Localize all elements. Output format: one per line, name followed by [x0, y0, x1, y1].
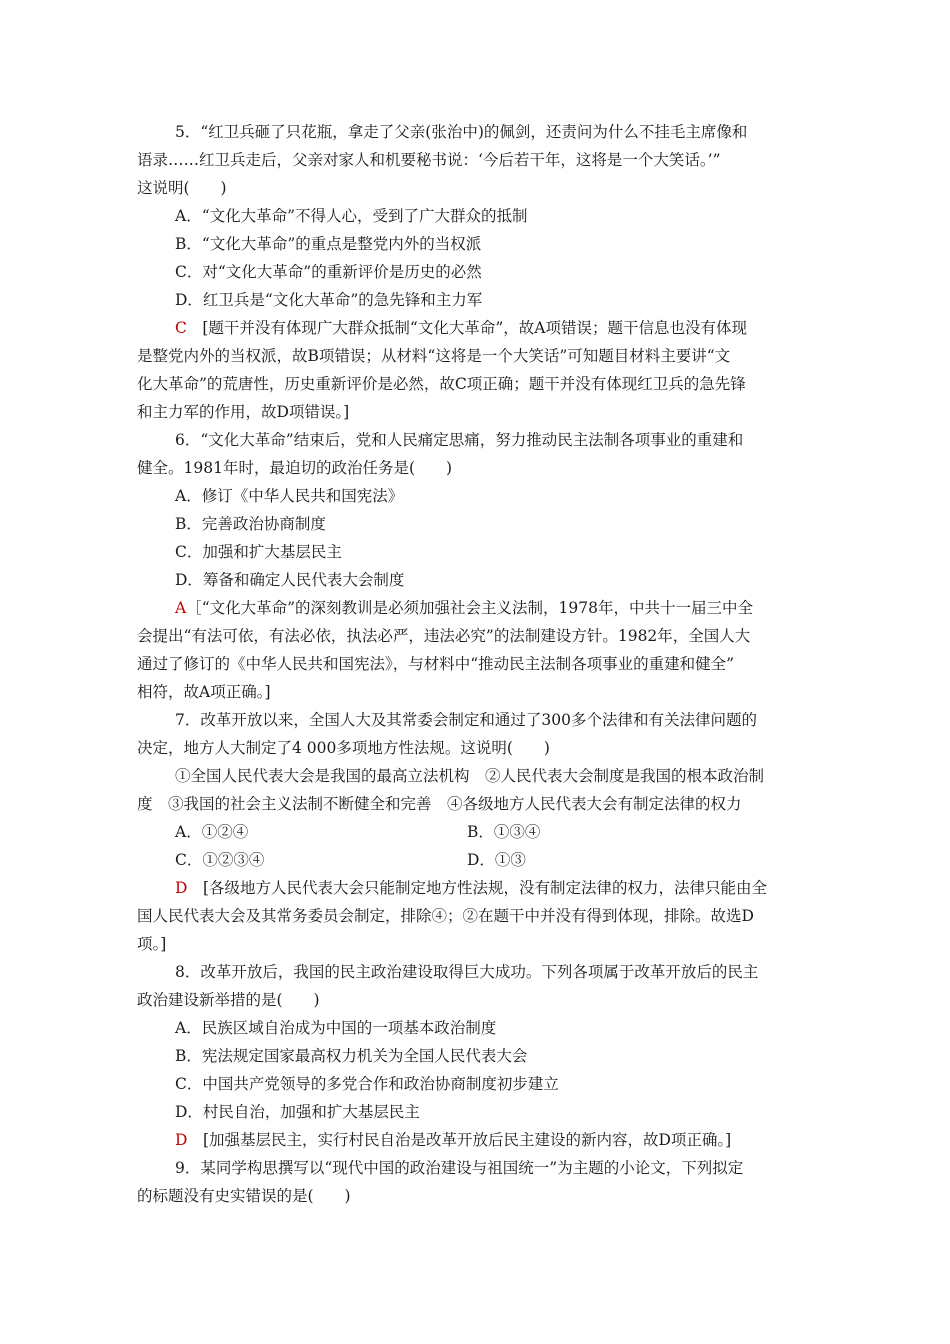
- q5-option-d: D．红卫兵是“文化大革命”的急先锋和主力军: [175, 291, 483, 309]
- q5-option-c: C．对“文化大革命”的重新评价是历史的必然: [175, 263, 482, 281]
- q6-answer: A: [175, 599, 187, 617]
- q6-option-d: D．筹备和确定人民代表大会制度: [175, 571, 405, 589]
- q6-explanation-text: ［“文化大革命”的深刻教训是必须加强社会主义法制，1978年，中共十一届三中全: [186, 599, 754, 617]
- q6-explanation-line-3: 通过了修订的《中华人民共和国宪法》，与材料中“推动民主法制各项事业的重建和健全”: [137, 655, 735, 673]
- q7-options-row-1: [137, 818, 817, 846]
- q9-stem-line-2: 的标题没有史实错误的是( ): [137, 1187, 351, 1205]
- q7-option-c: C．①②③④: [175, 851, 265, 869]
- question-list: [137, 118, 817, 1210]
- q8-option-a: A．民族区域自治成为中国的一项基本政治制度: [175, 1019, 497, 1037]
- q5-option-a: A．“文化大革命”不得人心，受到了广大群众的抵制: [175, 207, 528, 225]
- q5-explanation-line-3: 化大革命”的荒唐性，历史重新评价是必然，故C项正确；题干并没有体现红卫兵的急先锋: [137, 375, 746, 393]
- q5-explanation-line-1: [137, 314, 817, 342]
- q6-stem-line-2: 健全。1981年时，最迫切的政治任务是( ): [137, 459, 453, 477]
- q8-explanation-line-1: [137, 1126, 817, 1154]
- q8-stem-line-1: 8．改革开放后，我国的民主政治建设取得巨大成功。下列各项属于改革开放后的民主: [175, 963, 759, 981]
- q7-answer: D: [175, 879, 188, 897]
- q5-explanation-line-4: 和主力军的作用，故D项错误。]: [137, 403, 350, 421]
- q8-option-b: B．宪法规定国家最高权力机关为全国人民代表大会: [175, 1047, 528, 1065]
- q7-options-row-2: [137, 846, 817, 874]
- q5-explanation-line-2: 是整党内外的当权派，故B项错误；从材料“这将是一个大笑话”可知题目材料主要讲“文: [137, 347, 731, 365]
- q7-explanation-line-2: 国人民代表大会及其常务委员会制定，排除④；②在题干中并没有得到体现，排除。故选D: [137, 907, 754, 925]
- q6-explanation-line-2: 会提出“有法可依，有法必依，执法必严，违法必究”的法制建设方针。1982年，全国人大: [137, 627, 751, 645]
- q5-stem-line-3: 这说明( ): [137, 179, 227, 197]
- q6-option-c: C．加强和扩大基层民主: [175, 543, 342, 561]
- q8-option-c: C．中国共产党领导的多党合作和政治协商制度初步建立: [175, 1075, 559, 1093]
- q7-statements-line-1: ①全国人民代表大会是我国的最高立法机构 ②人民代表大会制度是我国的根本政治制: [175, 767, 765, 785]
- q6-explanation-line-4: 相符，故A项正确。]: [137, 683, 271, 701]
- q6-explanation-line-1: [137, 594, 817, 622]
- q5-answer: C: [175, 319, 187, 337]
- q7-stem-line-2: 决定，地方人大制定了4 000多项地方性法规。这说明( ): [137, 739, 550, 757]
- q9-stem-line-1: 9．某同学构思撰写以“现代中国的政治建设与祖国统一”为主题的小论文，下列拟定: [175, 1159, 744, 1177]
- q7-option-d: D．①③: [467, 851, 526, 869]
- q6-option-b: B．完善政治协商制度: [175, 515, 326, 533]
- q7-option-a: A．①②④: [175, 823, 249, 841]
- q5-stem-line-1: 5．“红卫兵砸了只花瓶，拿走了父亲(张治中)的佩剑，还责问为什么不挂毛主席像和: [175, 123, 748, 141]
- q5-explanation-text: [题干并没有体现广大群众抵制“文化大革命”，故A项错误；题干信息也没有体现: [186, 319, 747, 337]
- q7-stem-line-1: 7．改革开放以来，全国人大及其常委会制定和通过了300多个法律和有关法律问题的: [175, 711, 757, 729]
- q8-answer: D: [175, 1131, 188, 1149]
- q7-explanation-line-1: [137, 874, 817, 902]
- q7-option-b: B．①③④: [467, 823, 541, 841]
- q7-statements-line-2: 度 ③我国的社会主义法制不断健全和完善 ④各级地方人民代表大会有制定法律的权力: [137, 795, 742, 813]
- q7-explanation-text: [各级地方人民代表大会只能制定地方性法规，没有制定法律的权力，法律只能由全: [187, 879, 767, 897]
- q8-stem-line-2: 政治建设新举措的是( ): [137, 991, 320, 1009]
- q5-stem-line-2: 语录……红卫兵走后，父亲对家人和机要秘书说：‘今后若干年，这将是一个大笑话。’”: [137, 151, 721, 169]
- q6-stem-line-1: 6．“文化大革命”结束后，党和人民痛定思痛，努力推动民主法制各项事业的重建和: [175, 431, 744, 449]
- q6-option-a: A．修订《中华人民共和国宪法》: [175, 487, 404, 505]
- q8-explanation-text: [加强基层民主，实行村民自治是改革开放后民主建设的新内容，故D项正确。]: [187, 1131, 732, 1149]
- q8-option-d: D．村民自治，加强和扩大基层民主: [175, 1103, 420, 1121]
- q5-option-b: B．“文化大革命”的重点是整党内外的当权派: [175, 235, 482, 253]
- q7-explanation-line-3: 项。]: [137, 935, 167, 953]
